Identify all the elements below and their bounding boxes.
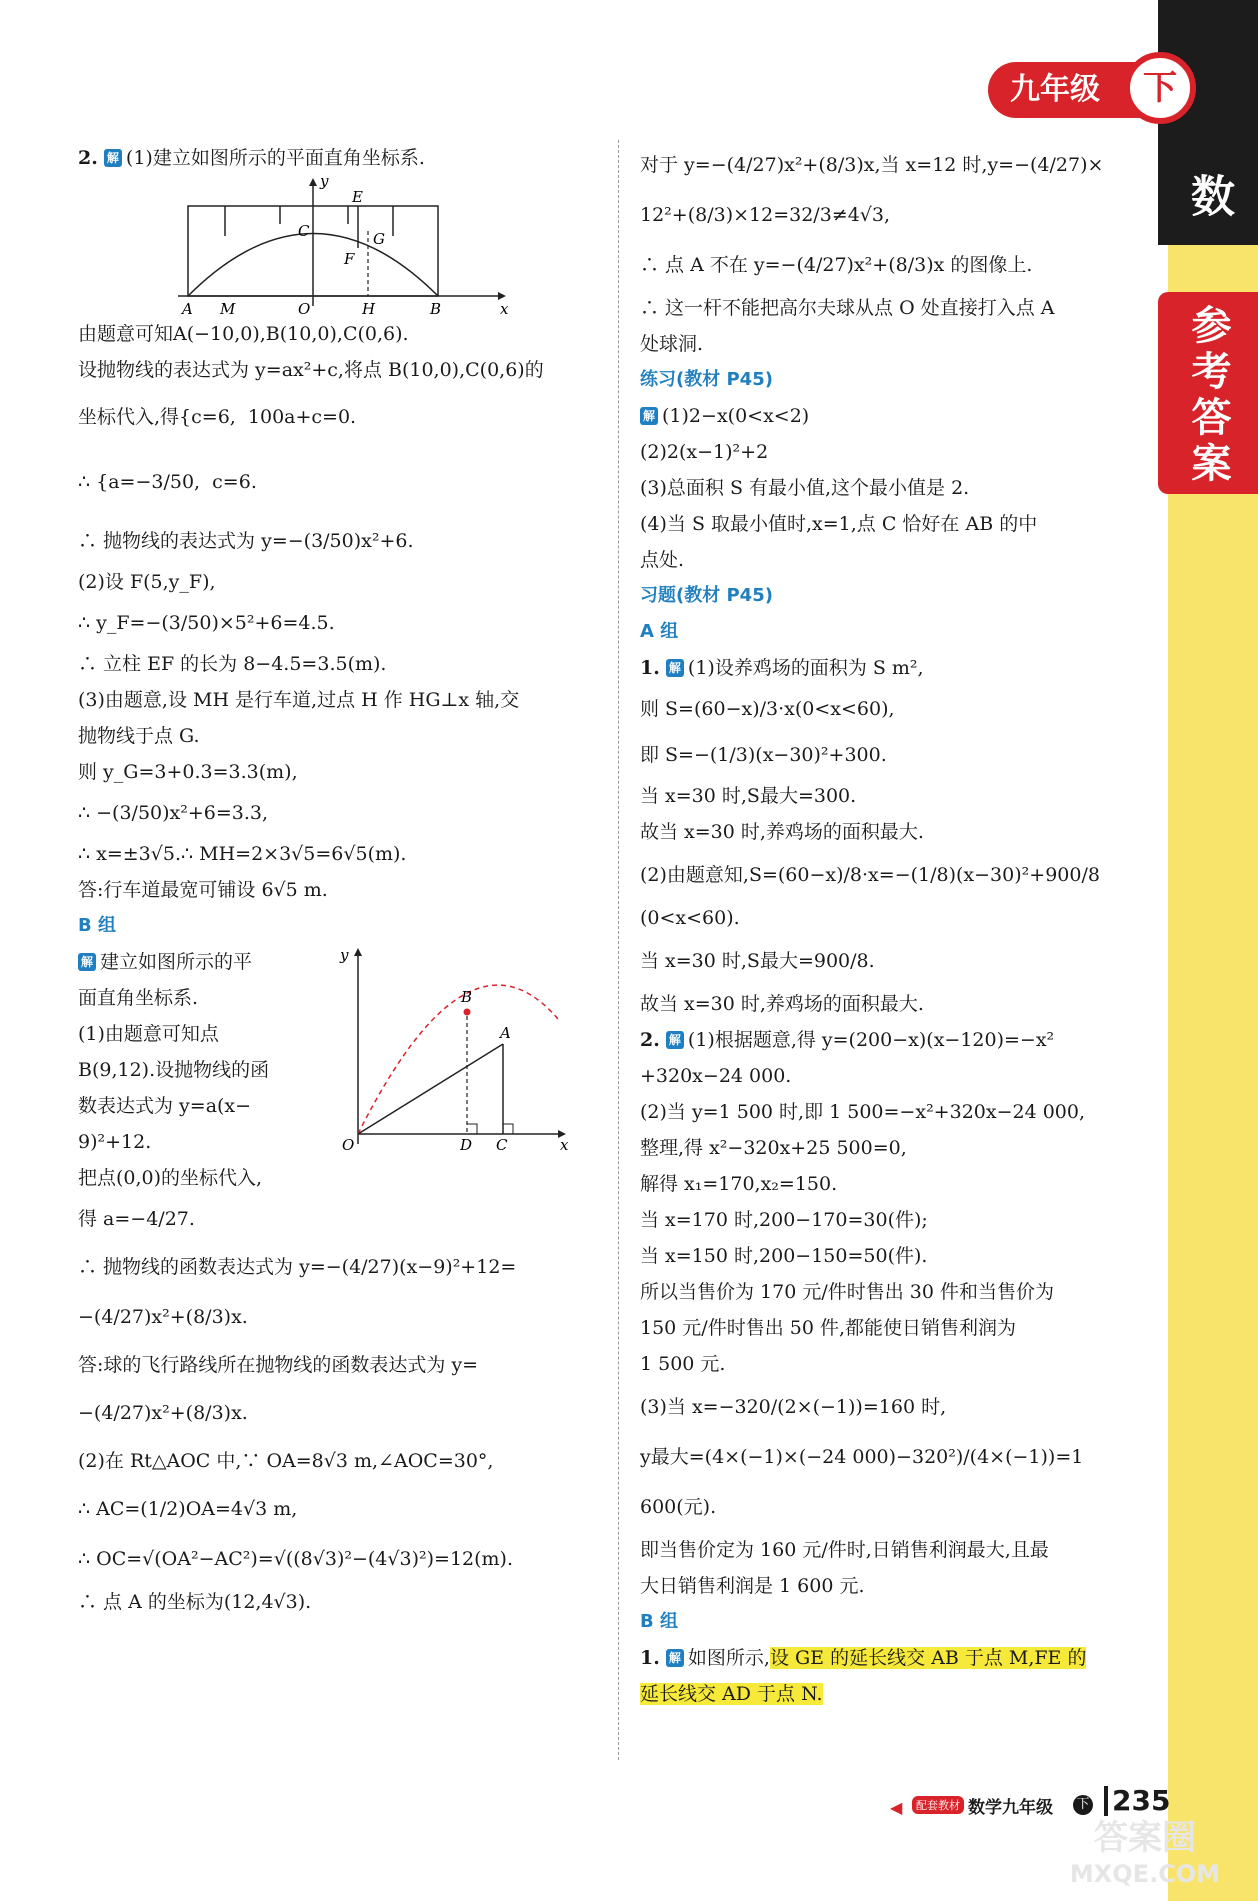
point-a-label: A bbox=[182, 300, 193, 316]
left-column bbox=[78, 140, 600, 1620]
y-axis-label: y bbox=[340, 946, 349, 964]
text-line: 故当 x=30 时,养鸡场的面积最大. bbox=[640, 821, 924, 843]
exercise-heading: 练习(教材 P45) bbox=[640, 369, 773, 390]
text-line: ∴ 抛物线的函数表达式为 y=−(4/27)(x−9)²+12= bbox=[78, 1256, 517, 1278]
problem-number: 2. bbox=[640, 1029, 660, 1051]
text-line: ∴ 抛物线的表达式为 y=−(3/50)x²+6. bbox=[78, 530, 414, 552]
text-line: (1)2−x(0<x<2) bbox=[662, 405, 810, 427]
text-line: (2)由题意知,S=(60−x)/8·x=−(1/8)(x−30)²+900/8 bbox=[640, 864, 1100, 886]
section-label: 参考答案 bbox=[1185, 304, 1231, 488]
semester-badge bbox=[1124, 52, 1196, 124]
subject-label: 数学 bbox=[1083, 172, 1234, 223]
point-b-label: B bbox=[461, 988, 473, 1006]
group-b-text bbox=[78, 944, 308, 1242]
text-line: B(9,12).设抛物线的函 bbox=[78, 1059, 270, 1081]
text-line: ∴ 点 A 不在 y=−(4/27)x²+(8/3)x 的图像上. bbox=[640, 254, 1033, 276]
text-line: 则 y_G=3+0.3=3.3(m), bbox=[78, 761, 298, 783]
text-line: 当 x=150 时,200−150=50(件). bbox=[640, 1245, 928, 1267]
golf-figure bbox=[328, 944, 578, 1154]
y-axis-label: y bbox=[320, 176, 329, 190]
text-line: 点处. bbox=[640, 549, 685, 571]
footer-title: 数学九年级 bbox=[968, 1798, 1053, 1818]
text-line: ∴ 点 A 的坐标为(12,4√3). bbox=[78, 1591, 312, 1613]
text-line bbox=[640, 650, 1145, 686]
left-arrow-icon: ◀ bbox=[890, 1798, 903, 1817]
problem-number: 1. bbox=[640, 657, 660, 679]
text-line: ∴ x=±3√5.∴ MH=2×3√5=6√5(m). bbox=[78, 843, 407, 865]
text-line: y最大=(4×(−1)×(−24 000)−320²)/(4×(−1))=1 600(元). bbox=[640, 1446, 1090, 1518]
text-line: 设抛物线的表达式为 y=ax²+c,将点 B(10,0),C(0,6)的 bbox=[78, 359, 544, 381]
text-line: 答:球的飞行路线所在抛物线的函数表达式为 y= bbox=[78, 1354, 479, 1376]
text-line: 面直角坐标系. bbox=[78, 987, 199, 1009]
point-f-label: F bbox=[344, 250, 355, 268]
text-line: ∴ y_F=−(3/50)×5²+6=4.5. bbox=[78, 612, 335, 634]
text-line: (2)在 Rt△AOC 中,∵ OA=8√3 m,∠AOC=30°, bbox=[78, 1450, 494, 1472]
text-line: 所以当售价为 170 元/件时售出 30 件和当售价为 bbox=[640, 1281, 1055, 1303]
text-line: 建立如图所示的平 bbox=[100, 951, 253, 973]
point-h-label: H bbox=[362, 300, 376, 316]
text-line: (4)当 S 取最小值时,x=1,点 C 恰好在 AB 的中 bbox=[640, 513, 1038, 535]
group-b-heading: B 组 bbox=[78, 915, 116, 936]
text-line: 当 x=30 时,S最大=900/8. bbox=[640, 950, 875, 972]
text-line: (0<x<60). bbox=[640, 907, 740, 929]
text-line: (2)设 F(5,y_F), bbox=[78, 571, 216, 593]
text-line: ∴ {a=−3/50, c=6. bbox=[78, 471, 257, 493]
text-line: ∴ 立柱 EF 的长为 8−4.5=3.5(m). bbox=[78, 653, 387, 675]
semester-label: 下 bbox=[1143, 68, 1177, 108]
text-line: (1)建立如图所示的平面直角坐标系. bbox=[125, 147, 425, 169]
text-line: 由题意可知A(−10,0),B(10,0),C(0,6). bbox=[78, 323, 409, 345]
text-line: 整理,得 x²−320x+25 500=0, bbox=[640, 1137, 907, 1159]
text-line: (2)2(x−1)²+2 bbox=[640, 441, 769, 463]
problem-number: 2. bbox=[78, 147, 98, 169]
text-line: 把点(0,0)的坐标代入, bbox=[78, 1167, 263, 1189]
text-line bbox=[640, 398, 1145, 434]
text-line: 故当 x=30 时,养鸡场的面积最大. bbox=[640, 993, 924, 1015]
text-line: (1)设养鸡场的面积为 S m², bbox=[687, 657, 924, 679]
page-number: 235 bbox=[1104, 1786, 1170, 1816]
problems-heading: 习题(教材 P45) bbox=[640, 585, 773, 606]
footer-semester: 下 bbox=[1073, 1795, 1093, 1815]
column-divider bbox=[618, 140, 620, 1760]
problem-number: 1. bbox=[640, 1647, 660, 1669]
point-e-label: E bbox=[352, 188, 363, 206]
point-m-label: M bbox=[220, 300, 236, 316]
x-axis-label: x bbox=[560, 1136, 569, 1154]
text-line: (2)当 y=1 500 时,即 1 500=−x²+320x−24 000, bbox=[640, 1101, 1086, 1123]
group-b-heading: B 组 bbox=[640, 1611, 678, 1632]
text-line: ∴ OC=√(OA²−AC²)=√((8√3)²−(4√3)²)=12(m). bbox=[78, 1548, 514, 1570]
subject-tab bbox=[1083, 0, 1258, 245]
text-line: 抛物线于点 G. bbox=[78, 725, 200, 747]
solution-tag: 解 bbox=[666, 1649, 684, 1667]
point-c-label: C bbox=[298, 222, 310, 240]
text-line: 当 x=30 时,S最大=300. bbox=[640, 785, 857, 807]
text-line: −(4/27)x²+(8/3)x. bbox=[78, 1402, 248, 1424]
text-line: 即当售价定为 160 元/件时,日销售利润最大,且最 bbox=[640, 1539, 1049, 1561]
solution-tag: 解 bbox=[78, 953, 96, 971]
watermark-url: MXQE.COM bbox=[1069, 1860, 1221, 1888]
text-line: 150 元/件时售出 50 件,都能使日销售利润为 bbox=[640, 1317, 1017, 1339]
solution-tag: 解 bbox=[666, 659, 684, 677]
text-line: 处球洞. bbox=[640, 333, 704, 355]
watermark bbox=[1040, 1820, 1250, 1896]
text-line: (1)根据题意,得 y=(200−x)(x−120)=−x² bbox=[687, 1029, 1055, 1051]
origin-label: O bbox=[342, 1136, 355, 1154]
text-line: 如图所示, bbox=[687, 1647, 770, 1669]
bridge-figure bbox=[158, 176, 518, 316]
right-column bbox=[640, 140, 1145, 1712]
text-line bbox=[640, 1640, 1145, 1676]
group-b-block bbox=[78, 944, 600, 1242]
text-line bbox=[640, 1022, 1145, 1058]
problem-2-line bbox=[78, 140, 600, 176]
text-line: 9)²+12. bbox=[78, 1131, 152, 1153]
text-line: 坐标代入,得{c=6, 100a+c=0. bbox=[78, 406, 357, 428]
point-c-label: C bbox=[496, 1136, 508, 1154]
text-line: 当 x=170 时,200−170=30(件); bbox=[640, 1209, 928, 1231]
solution-tag: 解 bbox=[104, 149, 122, 167]
side-strip bbox=[1168, 0, 1258, 1901]
text-line: ∴ AC=(1/2)OA=4√3 m, bbox=[78, 1498, 298, 1520]
text-line: ∴ 这一杆不能把高尔夫球从点 O 处直接打入点 A bbox=[640, 297, 1055, 319]
text-line: (3)由题意,设 MH 是行车道,过点 H 作 HG⊥x 轴,交 bbox=[78, 689, 520, 711]
solution-tag: 解 bbox=[666, 1031, 684, 1049]
point-d-label: D bbox=[460, 1136, 473, 1154]
highlighted-text: 延长线交 AD 于点 N. bbox=[640, 1683, 823, 1705]
text-line: 得 a=−4/27. bbox=[78, 1208, 195, 1230]
grade-label: 九年级 bbox=[1010, 72, 1100, 107]
text-line: (3)当 x=−320/(2×(−1))=160 时, bbox=[640, 1396, 947, 1418]
x-axis-label: x bbox=[500, 300, 509, 316]
text-line: 大日销售利润是 1 600 元. bbox=[640, 1575, 865, 1597]
watermark-line: 答案圈 bbox=[1094, 1818, 1196, 1858]
highlighted-text: 设 GE 的延长线交 AB 于点 M,FE 的 bbox=[769, 1647, 1087, 1669]
text-line: 即 S=−(1/3)(x−30)²+300. bbox=[640, 744, 887, 766]
text-line: ∴ −(3/50)x²+6=3.3, bbox=[78, 802, 269, 824]
origin-label: O bbox=[298, 300, 311, 316]
text-line: 数表达式为 y=a(x− bbox=[78, 1095, 252, 1117]
text-line: (3)总面积 S 有最小值,这个最小值是 2. bbox=[640, 477, 970, 499]
text-line: −(4/27)x²+(8/3)x. bbox=[78, 1306, 248, 1328]
text-line: 对于 y=−(4/27)x²+(8/3)x,当 x=12 时,y=−(4/27)× bbox=[640, 154, 1104, 176]
group-a-heading: A 组 bbox=[640, 621, 679, 642]
point-a-label: A bbox=[500, 1024, 511, 1042]
text-line bbox=[78, 944, 308, 980]
text-line: 12²+(8/3)×12=32/3≠4√3, bbox=[640, 204, 891, 226]
text-line: 答:行车道最宽可铺设 6√5 m. bbox=[78, 879, 328, 901]
text-line: 解得 x₁=170,x₂=150. bbox=[640, 1173, 838, 1195]
point-b-label: B bbox=[430, 300, 442, 316]
section-tab bbox=[1158, 292, 1258, 494]
text-line: 1 500 元. bbox=[640, 1353, 726, 1375]
solution-tag: 解 bbox=[640, 407, 658, 425]
point-g-label: G bbox=[373, 230, 385, 248]
text-line: (1)由题意可知点 bbox=[78, 1023, 219, 1045]
text-line: +320x−24 000. bbox=[640, 1065, 792, 1087]
text-line: 则 S=(60−x)/3·x(0<x<60), bbox=[640, 698, 895, 720]
series-badge: 配套教材 bbox=[912, 1796, 964, 1814]
text-line bbox=[640, 1676, 1145, 1712]
